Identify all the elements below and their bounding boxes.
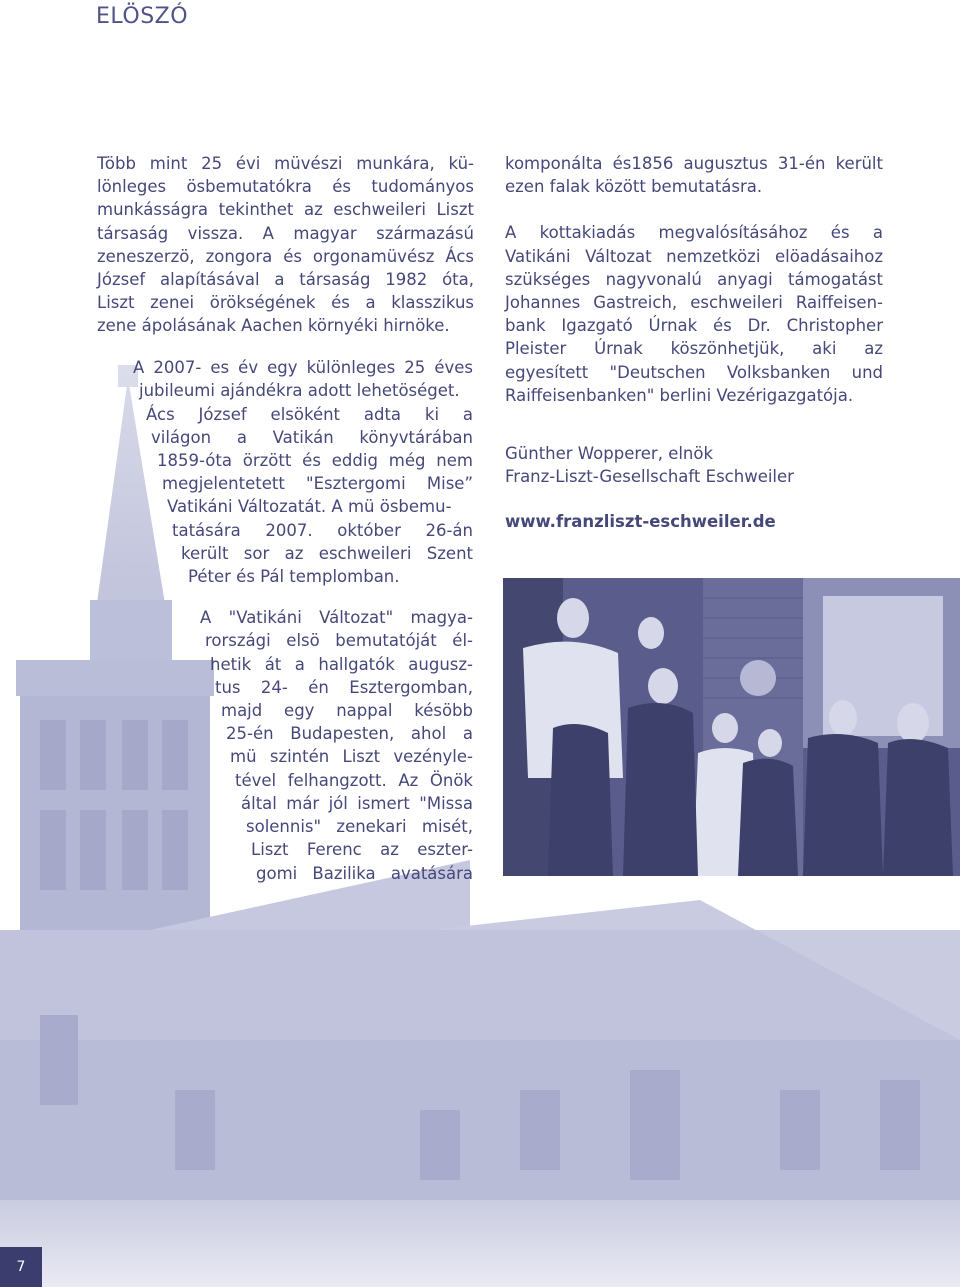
text-line: hetik át a hallgatók augusz- — [210, 655, 473, 674]
text-line: József alapításával a társaság 1982 óta, — [97, 270, 474, 290]
text-line: által már jól ismert "Missa — [241, 794, 473, 813]
group-photo — [503, 578, 960, 876]
text-line: társaság vissza. A magyar származású — [97, 223, 474, 243]
text-line: A 2007- es év egy különleges 25 éves — [133, 358, 473, 377]
text-line: megjelentetett "Esztergomi Mise” — [162, 474, 473, 493]
text-line: ezen falak között bemutatásra. — [505, 177, 763, 197]
text-line: majd egy nappal késöbb — [221, 701, 473, 720]
text-line: lönleges ösbemutatókra és tudományos — [97, 177, 474, 197]
text-line: munkásságra tekinthet az eschweileri Liszt — [97, 200, 474, 220]
signature-org: Franz-Liszt-Gesellschaft Eschweiler — [505, 467, 794, 487]
text-line: Ács József elsöként adta ki a — [146, 405, 473, 424]
text-line: Liszt Ferenc az eszter- — [251, 840, 473, 859]
text-line: Vatikáni Változatát. A mü ösbemu- — [167, 497, 452, 516]
text-line: tatására 2007. október 26-án — [172, 521, 473, 540]
text-line: solennis" zenekari misét, — [246, 817, 473, 836]
page-number-badge: 7 — [0, 1247, 42, 1287]
text-line: rországi elsö bemutatóját él- — [205, 631, 473, 650]
text-line: zene ápolásának Aachen környéki hirnöke. — [97, 316, 450, 336]
page-title: ELÖSZÓ — [96, 4, 189, 29]
text-line: bank Igazgató Úrnak és Dr. Christopher — [505, 316, 883, 336]
text-line: Liszt zenei örökségének és a klasszikus — [97, 293, 474, 313]
text-line: komponálta és1856 augusztus 31-én került — [505, 154, 883, 173]
text-line: 25-én Budapesten, ahol a — [226, 724, 473, 743]
text-line: egyesített "Deutschen Volksbanken und — [505, 362, 883, 382]
text-line: jubileumi ajándékra adott lehetöséget. — [139, 381, 460, 400]
text-line: Több mint 25 évi müvészi munkára, kü- — [97, 154, 474, 173]
text-line: tével felhangzott. Az Önök — [235, 771, 473, 790]
text-line: mü szintén Liszt vezényle- — [230, 747, 473, 766]
text-line: Johannes Gastreich, eschweileri Raiffeisen- — [505, 293, 883, 313]
text-line: Raiffeisenbanken" berlini Vezérigazgatója. — [505, 385, 854, 405]
text-line: Péter és Pál templomban. — [188, 567, 400, 586]
text-line: zeneszerzö, zongora és orgonamüvész Ács — [97, 246, 474, 266]
text-line: szükséges nagyvonalú anyagi támogatást — [505, 269, 883, 289]
text-line: A kottakiadás megvalósításához és a — [505, 223, 883, 243]
text-line: tus 24- én Esztergomban, — [215, 678, 473, 697]
signature-name: Günther Wopperer, elnök — [505, 444, 714, 464]
text-line: gomi Bazilika avatására — [256, 864, 473, 883]
right-column — [505, 152, 883, 534]
intro-paragraph — [97, 152, 474, 338]
text-line: Vatikáni Változat nemzetközi elöadásaihoz — [505, 246, 883, 266]
website-link[interactable]: www.franzliszt-eschweiler.de — [505, 512, 776, 532]
text-line: Pleister Úrnak köszönhetjük, aki az — [505, 339, 883, 359]
text-line: A "Vatikáni Változat" magya- — [200, 608, 473, 627]
text-line: került sor az eschweileri Szent — [181, 544, 473, 563]
text-line: világon a Vatikán könyvtárában — [151, 428, 473, 447]
text-line: 1859-óta örzött és eddig még nem — [157, 451, 473, 470]
